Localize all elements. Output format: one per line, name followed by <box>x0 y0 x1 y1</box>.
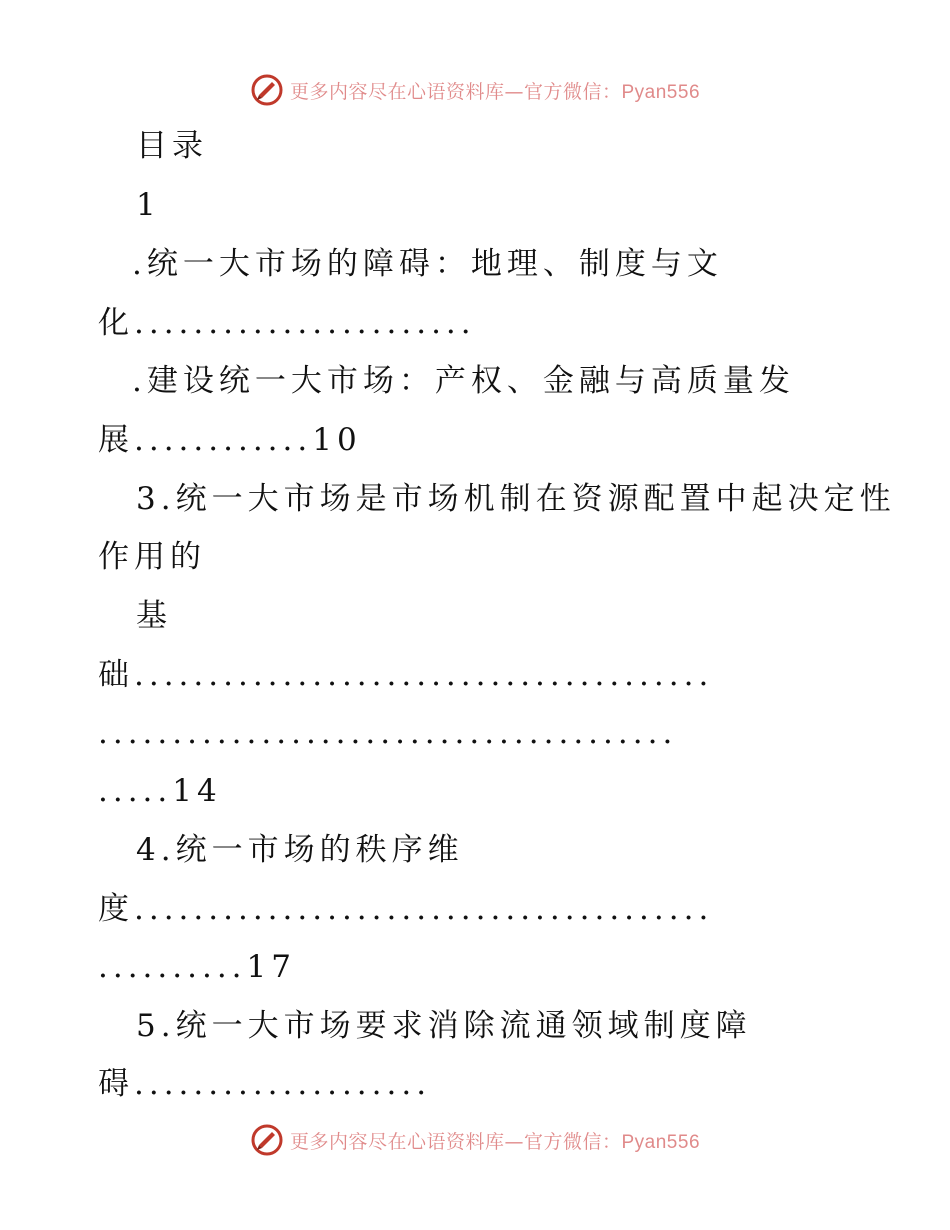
toc-line: .建设统一大市场：产权、金融与高质量发 <box>132 363 795 399</box>
toc-line: .统一大市场的障碍：地理、制度与文 <box>132 246 723 282</box>
toc-heading: 目录 <box>136 128 208 164</box>
watermark-wechat-id: Pyan556 <box>621 81 701 103</box>
toc-line: 化....................... <box>98 305 476 341</box>
toc-line: 4.统一市场的秩序维 <box>136 832 464 868</box>
toc-line: .....14 <box>98 773 222 809</box>
pen-logo-icon <box>250 1123 284 1157</box>
watermark-text: 更多内容尽在心语资料库—官方微信： <box>289 80 622 103</box>
toc-line: 基 <box>136 598 172 634</box>
toc-line: 3.统一大市场是市场机制在资源配置中起决定性 <box>136 481 896 517</box>
toc-line: 础....................................... <box>98 657 714 693</box>
toc-line: 碍.................... <box>98 1066 432 1102</box>
toc-line: 1 <box>136 187 161 223</box>
watermark-wechat-id: Pyan556 <box>621 1131 701 1153</box>
toc-line: ..........17 <box>98 949 296 985</box>
toc-line: 5.统一大市场要求消除流通领域制度障 <box>136 1008 752 1044</box>
watermark-footer <box>0 1120 950 1160</box>
toc-line: 展............10 <box>98 422 362 458</box>
toc-line: 作用的 <box>98 539 206 575</box>
toc-line: 度....................................... <box>98 891 714 927</box>
watermark-header <box>0 70 950 110</box>
watermark-text: 更多内容尽在心语资料库—官方微信： <box>289 1130 622 1153</box>
toc-line: ....................................... <box>98 715 678 751</box>
pen-logo-icon <box>250 73 284 107</box>
